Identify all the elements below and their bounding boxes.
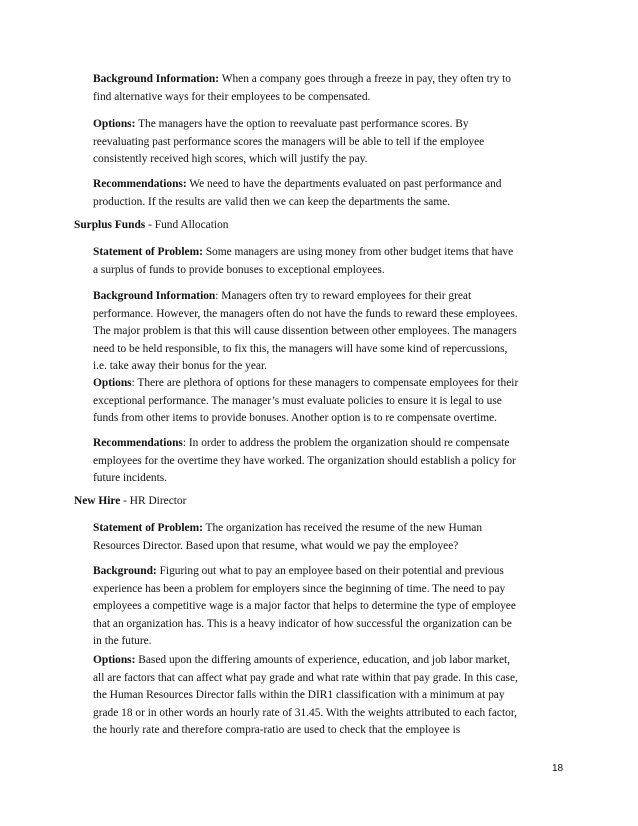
text-line: We need to have the departments evaluated on past performance and (186, 178, 502, 190)
section-label: Surplus Funds (74, 219, 146, 231)
text-line: The organization has received the resume of the new Human (202, 522, 483, 534)
statement-of-problem-paragraph (93, 520, 573, 555)
page-number: 18 (552, 763, 564, 774)
text-line: employees for the overtime they have worked. The organization should establish a policy for (93, 454, 516, 467)
text-line: that an organization has. This is a heavy indicator of how successful the organization can be (93, 617, 512, 630)
text-line: find alternative ways for their employees to be compensated. (93, 90, 371, 103)
section-label: New Hire (74, 495, 121, 507)
section-subtitle: - HR Director (120, 495, 187, 507)
text-line: future incidents. (93, 472, 168, 485)
section-subtitle: - Fund Allocation (145, 219, 229, 231)
paragraph-label: Options (93, 377, 132, 389)
recommendations-paragraph (93, 176, 573, 211)
paragraph-label: Background Information (93, 290, 216, 302)
text-line: : There are plethora of options for these managers to compensate employees for their (131, 377, 519, 389)
text-line: : In order to address the problem the organization should re compensate (182, 437, 510, 449)
background-information-paragraph (93, 71, 573, 106)
text-line: a surplus of funds to provide bonuses to exceptional employees. (93, 263, 385, 276)
text-line: in the future. (93, 635, 152, 648)
text-line: Resources Director. Based upon that resume, what would we pay the employee? (93, 539, 459, 552)
section-heading-surplus-funds (74, 217, 228, 235)
text-line: When a company goes through a freeze in pay, they often try to (219, 73, 512, 85)
section-heading-new-hire (74, 493, 186, 511)
recommendations-paragraph (93, 435, 573, 488)
text-line: Some managers are using money from other budget items that have (202, 246, 514, 258)
options-paragraph (93, 116, 573, 169)
paragraph-label: Recommendations (93, 437, 183, 449)
background-paragraph (93, 563, 573, 651)
paragraph-label: Options: (93, 654, 136, 666)
text-line: Figuring out what to pay an employee based on their potential and previous (156, 565, 504, 577)
text-line: need to be held responsible, to fix this, the managers will have some kind of repercussions, (93, 342, 508, 355)
text-line: funds from other items to provide bonuses. Another option is to re compensate overtime. (93, 412, 497, 425)
statement-of-problem-paragraph (93, 244, 573, 279)
text-line: The major problem is that this will cause dissention between other employees. The managers (93, 325, 517, 338)
text-line: : Managers often try to reward employees for their great (215, 290, 472, 302)
text-line: exceptional performance. The manager’s must evaluate policies to ensure it is legal to use (93, 394, 502, 407)
text-line: i.e. take away their bonus for the year. (93, 360, 267, 373)
text-line: performance. However, the managers often do not have the funds to reward these employees. (93, 307, 518, 320)
text-line: all are factors that can affect what pay grade and what rate within that pay grade. In this case, (93, 671, 518, 684)
text-line: production. If the results are valid then we can keep the departments the same. (93, 195, 451, 208)
text-line: reevaluating past performance scores the managers will be able to tell if the employee (93, 135, 485, 148)
paragraph-label: Statement of Problem: (93, 522, 203, 534)
options-paragraph (93, 652, 573, 740)
background-information-paragraph (93, 288, 573, 376)
text-line: grade 18 or in other words an hourly rate of 31.45. With the weights attributed to each factor, (93, 706, 517, 719)
text-line: the Human Resources Director falls within the DIR1 classification with a minimum at pay (93, 689, 505, 702)
paragraph-label: Recommendations: (93, 178, 187, 190)
paragraph-label: Statement of Problem: (93, 246, 203, 258)
text-line: employees a competitive wage is a major factor that helps to determine the type of employee (93, 600, 516, 613)
text-line: consistently received high scores, which will justify the pay. (93, 153, 368, 166)
text-line: Based upon the differing amounts of experience, education, and job labor market, (135, 654, 511, 666)
text-line: experience has been a problem for employers since the beginning of time. The need to pay (93, 582, 506, 595)
paragraph-label: Background Information: (93, 73, 220, 85)
paragraph-label: Background: (93, 565, 157, 577)
text-line: the hourly rate and therefore compra-ratio are used to check that the employee is (93, 724, 461, 737)
text-line: The managers have the option to reevaluate past performance scores. By (135, 118, 469, 130)
paragraph-label: Options: (93, 118, 136, 130)
options-paragraph (93, 375, 573, 428)
